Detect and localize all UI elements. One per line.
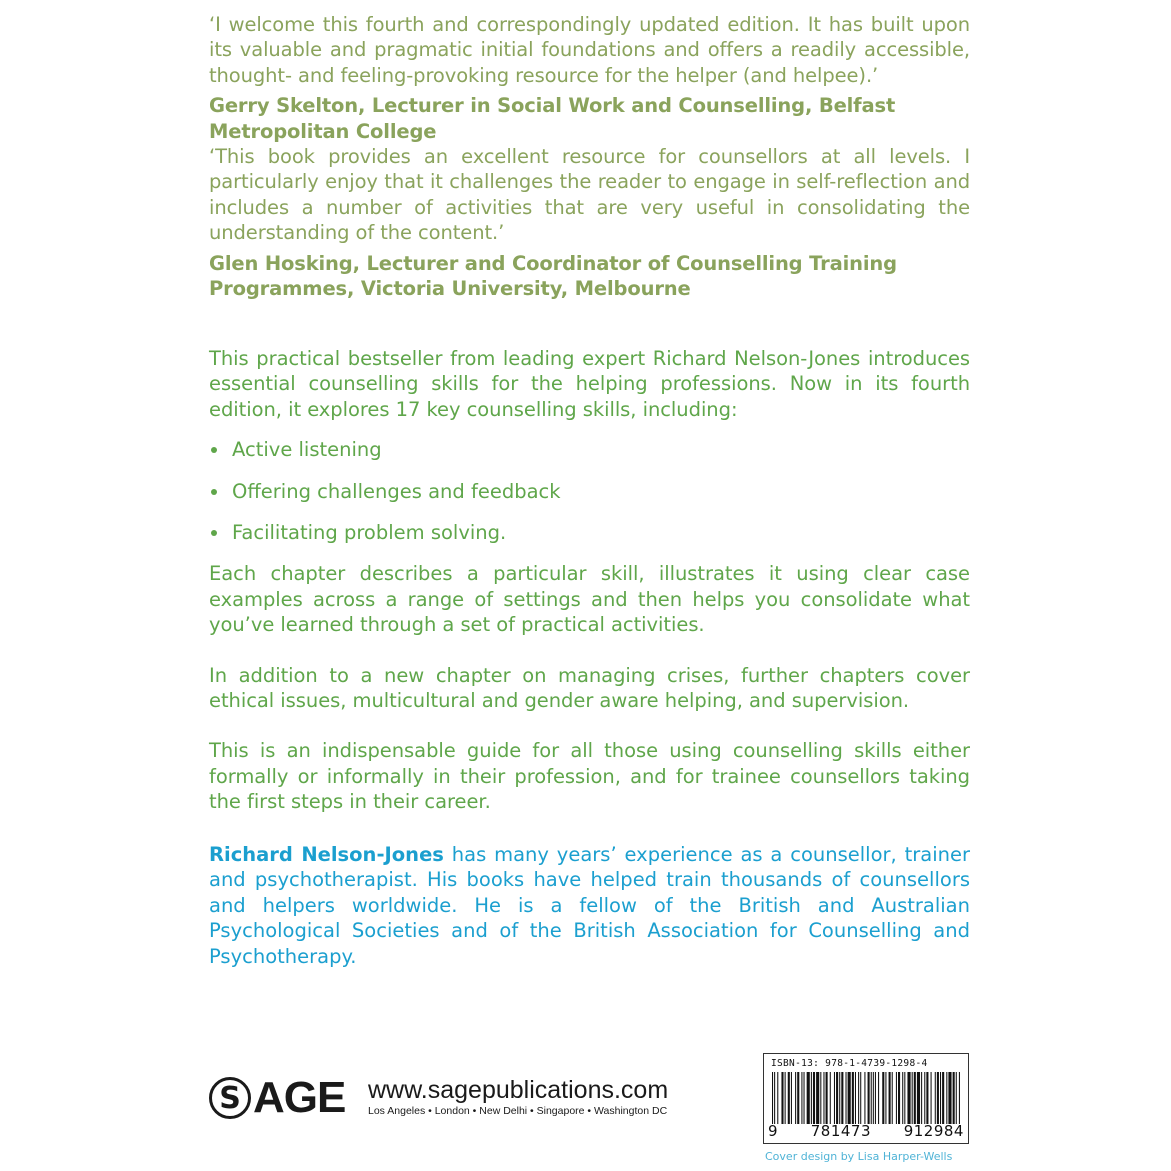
barcode-bar (868, 1072, 870, 1124)
author-name: Richard Nelson-Jones (209, 843, 444, 866)
barcode-bar (959, 1072, 960, 1124)
barcode-bar (834, 1072, 835, 1124)
barcode-bar (774, 1072, 775, 1124)
cover-credit: Cover design by Lisa Harper-Wells (765, 1150, 953, 1163)
barcode-bar (904, 1072, 905, 1124)
barcode-bar (907, 1072, 910, 1124)
barcode-digit-group: 9 (768, 1122, 779, 1140)
barcode-bar (860, 1072, 861, 1124)
barcode-bar (846, 1072, 847, 1124)
barcode-bar (946, 1072, 947, 1124)
barcode-bar (795, 1072, 796, 1124)
description-paragraph: In addition to a new chapter on managing crises, further chapters cover ethical issues, multicultural and gender aware helping, and supervision. (209, 663, 970, 713)
barcode-bar (772, 1072, 773, 1124)
barcode-bar (898, 1072, 900, 1124)
barcode-bar (858, 1072, 859, 1124)
barcode-bar (836, 1072, 838, 1124)
barcode-bar (797, 1072, 799, 1124)
barcode-bar (852, 1072, 854, 1124)
quote-block-2 (209, 144, 970, 301)
barcode-bar (931, 1072, 932, 1124)
sage-logo (209, 1074, 345, 1122)
barcode-digit-group: 781473 (810, 1122, 872, 1140)
skills-list (209, 437, 970, 545)
barcode-bar (902, 1072, 903, 1124)
barcode-bar (942, 1072, 944, 1124)
barcode-bar (816, 1072, 819, 1124)
barcode-bar (801, 1072, 802, 1124)
barcode-bar (896, 1072, 897, 1124)
barcode-bar (878, 1072, 879, 1124)
isbn-label: ISBN-13: 978-1-4739-1298-4 (771, 1058, 928, 1069)
barcode-bar (826, 1072, 828, 1124)
description-block (209, 346, 970, 815)
sage-s-icon: S (209, 1077, 251, 1119)
publisher-cities: Los Angeles • London • New Delhi • Singapore • Washington DC (368, 1105, 668, 1117)
quote-text: ‘This book provides an excellent resource for counsellors at all levels. I particularly enjoy that it challenges the reader to engage in self-reflection and includes a number of activities that are very useful in consolidating the understanding of the content.’ (209, 145, 970, 245)
sage-wordmark: AGE (253, 1073, 346, 1122)
bio-paragraph (209, 842, 970, 969)
barcode-bar (912, 1072, 913, 1124)
barcode-bar (791, 1072, 792, 1124)
barcode-bar (823, 1072, 824, 1124)
barcode-bar (804, 1072, 805, 1124)
barcode-bar (935, 1072, 936, 1124)
barcode-bar (785, 1072, 786, 1124)
barcode-bar (914, 1072, 916, 1124)
quote-attribution: Glen Hosking, Lecturer and Coordinator of Counselling Training Programmes, Victoria University, Melbourne (209, 251, 897, 301)
list-item: Facilitating problem solving. (209, 520, 970, 545)
barcode-bar (926, 1072, 928, 1124)
barcode-bar (917, 1072, 920, 1124)
barcode-bar (940, 1072, 941, 1124)
bio-text: has many years’ experience as a counsellor, trainer and psychotherapist. His books have helped train thousands of counsellors and helpers worldwide. He is a fellow of the British and Australian Psychological Societies and of the British Association for Counselling and Psychotherapy. (209, 843, 970, 968)
description-intro: This practical bestseller from leading expert Richard Nelson-Jones introduces essential counselling skills for the helping professions. Now in its fourth edition, it explores 17 key counselling skills, including: (209, 347, 970, 421)
barcode-bar (820, 1072, 821, 1124)
barcode-bar (885, 1072, 886, 1124)
barcode-bar (855, 1072, 856, 1124)
barcode-bar (937, 1072, 939, 1124)
barcode-bar (948, 1072, 951, 1124)
barcode-bar (875, 1072, 876, 1124)
barcode-bar (811, 1072, 812, 1124)
quote-text: ‘I welcome this fourth and correspondingly updated edition. It has built upon its valuable and pragmatic initial foundations and offers a readily accessible, thought- and feeling-provoking resource for the helper (and helpee).’ (209, 13, 970, 87)
barcode-bar (848, 1072, 851, 1124)
barcode-bar (882, 1072, 884, 1124)
description-paragraph: This is an indispensable guide for all those using counselling skills either formally or informally in their profession, and for trainee counsellors taking the first steps in their career. (209, 739, 970, 814)
barcode-bar (873, 1072, 874, 1124)
description-paragraph: Each chapter describes a particular skill, illustrates it using clear case examples across a range of settings and then helps you consolidate what you’ve learned through a set of practical activities. (209, 562, 970, 637)
author-bio (209, 842, 970, 969)
quote-attribution: Gerry Skelton, Lecturer in Social Work and Counselling, Belfast Metropolitan College (209, 94, 896, 143)
barcode-bar (889, 1072, 891, 1124)
barcode-bar (892, 1072, 893, 1124)
barcode-bar (871, 1072, 872, 1124)
barcode-bar (807, 1072, 810, 1124)
barcode-bar (781, 1072, 783, 1124)
barcode-digit-group: 912984 (903, 1122, 964, 1140)
barcode-digits (768, 1122, 964, 1140)
barcode-bar (953, 1072, 955, 1124)
barcode-bar (956, 1072, 957, 1124)
barcode-bar (777, 1072, 778, 1124)
barcode-bar (788, 1072, 790, 1124)
barcode-bar (864, 1072, 865, 1124)
list-item: Active listening (209, 437, 970, 462)
isbn-barcode (763, 1053, 969, 1144)
barcode-bars-icon (770, 1072, 962, 1124)
barcode-bar (813, 1072, 815, 1124)
barcode-bar (830, 1072, 831, 1124)
publisher-url: www.sagepublications.com (368, 1076, 669, 1104)
list-item: Offering challenges and feedback (209, 479, 970, 504)
barcode-bar (921, 1072, 922, 1124)
barcode-bar (839, 1072, 840, 1124)
quote-block-1 (209, 12, 970, 144)
barcode-bar (924, 1072, 925, 1124)
barcode-bar (841, 1072, 843, 1124)
